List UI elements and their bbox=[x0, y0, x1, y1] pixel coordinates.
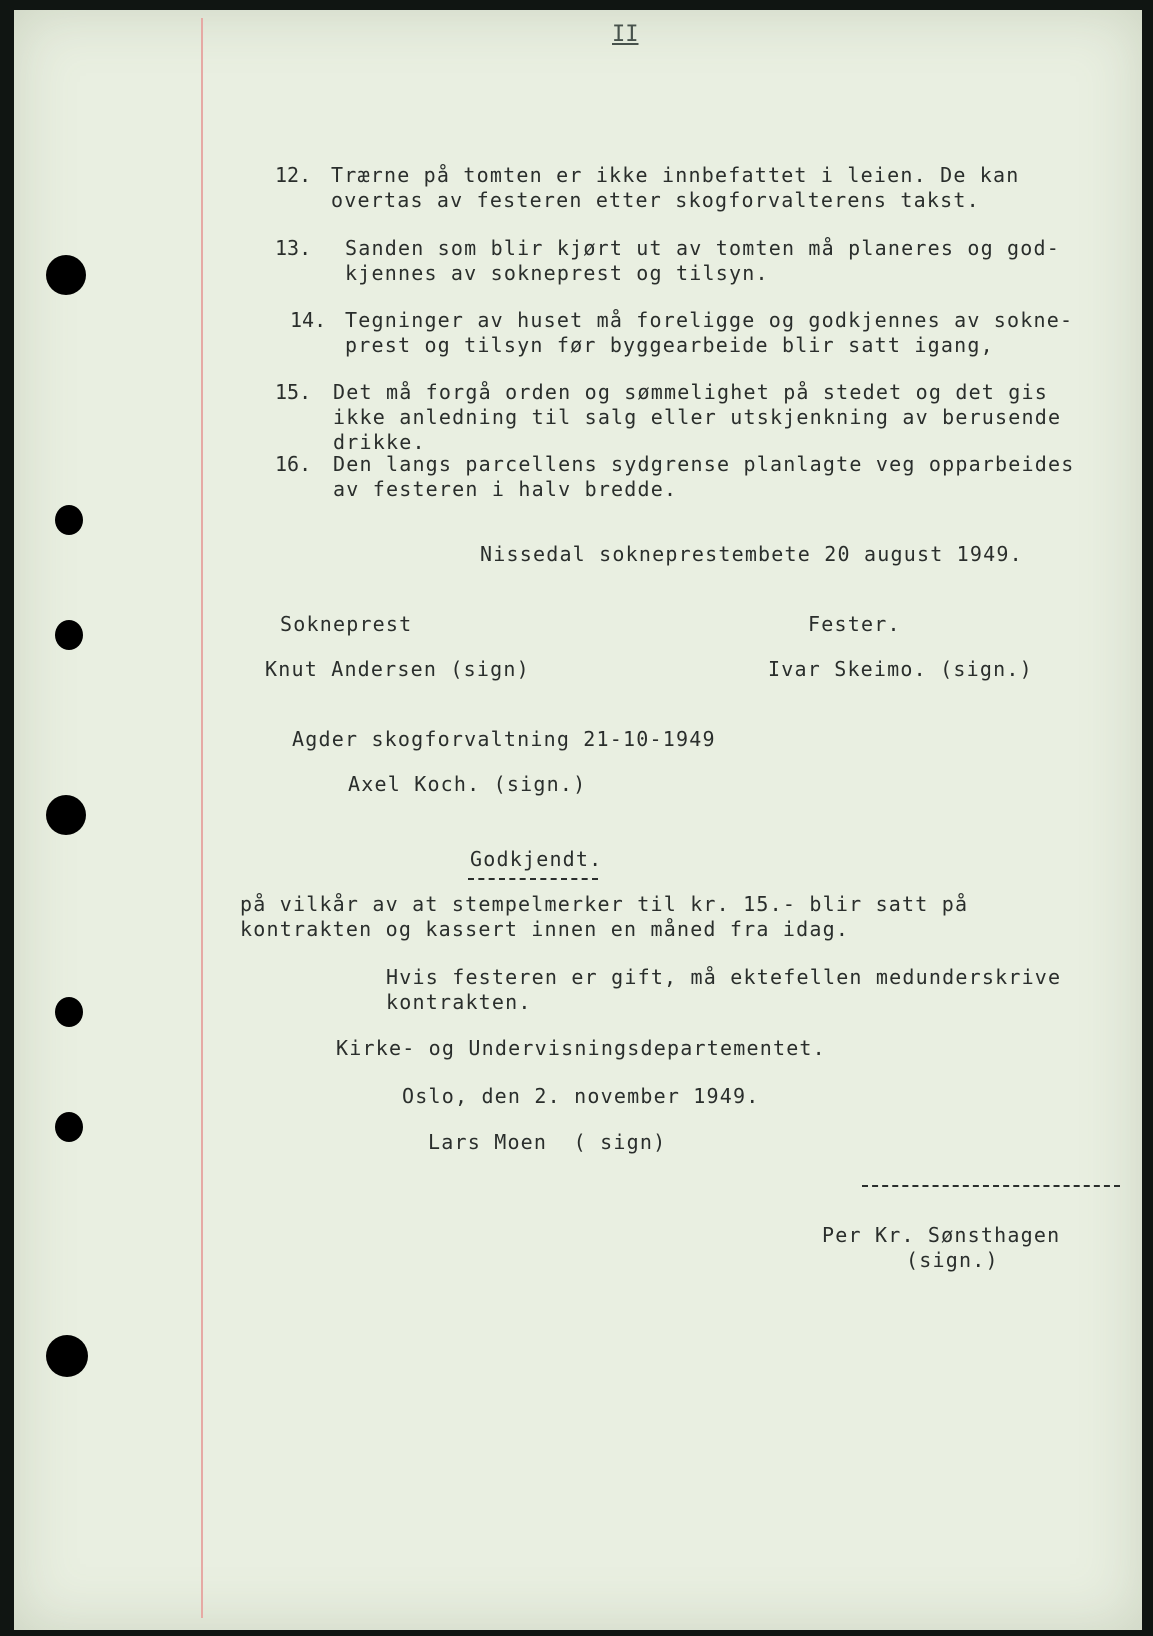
place-date: Nissedal sokneprestembete 20 august 1949. bbox=[480, 542, 1023, 566]
item-line: Trærne på tomten er ikke innbefattet i leien. De kan bbox=[331, 163, 1020, 187]
item-number: 12. bbox=[275, 163, 312, 187]
approval-heading: Godkjendt. bbox=[470, 847, 603, 871]
item-line: ikke anledning til salg eller utskjenkning av berusende bbox=[333, 405, 1062, 429]
approval-date: Oslo, den 2. november 1949. bbox=[402, 1084, 760, 1108]
condition-line: kontrakten og kassert innen en måned fra idag. bbox=[240, 917, 850, 941]
forestry-signer: Axel Koch. (sign.) bbox=[348, 772, 587, 796]
punch-hole bbox=[46, 795, 86, 835]
signature-line bbox=[862, 1185, 1120, 1187]
punch-hole bbox=[55, 505, 83, 535]
approval-signer: Lars Moen ( sign) bbox=[428, 1130, 667, 1154]
punch-hole bbox=[55, 620, 83, 650]
final-signer-note: (sign.) bbox=[906, 1248, 999, 1272]
left-signature-title: Sokneprest bbox=[280, 612, 413, 636]
item-line: Det må forgå orden og sømmelighet på stedet og det gis bbox=[333, 380, 1049, 404]
item-number: 14. bbox=[290, 308, 327, 332]
department: Kirke- og Undervisningsdepartementet. bbox=[336, 1036, 826, 1060]
condition-line: på vilkår av at stempelmerker til kr. 15.- blir satt på bbox=[240, 892, 969, 916]
item-line: overtas av festeren etter skogforvalterens takst. bbox=[331, 188, 980, 212]
right-signature-title: Fester. bbox=[808, 612, 901, 636]
page-marker: II bbox=[612, 22, 639, 47]
heading-underline bbox=[468, 878, 598, 880]
spouse-line: Hvis festeren er gift, må ektefellen medunderskrive bbox=[386, 965, 1062, 989]
punch-hole bbox=[55, 1112, 83, 1142]
item-number: 13. bbox=[275, 236, 312, 260]
punch-hole bbox=[46, 1335, 88, 1377]
punch-hole bbox=[46, 255, 86, 295]
item-line: Den langs parcellens sydgrense planlagte veg opparbeides bbox=[333, 452, 1075, 476]
spouse-line: kontrakten. bbox=[386, 990, 532, 1014]
final-signer-name: Per Kr. Sønsthagen bbox=[822, 1223, 1061, 1247]
item-number: 15. bbox=[275, 380, 312, 404]
forestry-line: Agder skogforvaltning 21-10-1949 bbox=[292, 727, 716, 751]
item-line: kjennes av sokneprest og tilsyn. bbox=[345, 261, 769, 285]
item-line: Sanden som blir kjørt ut av tomten må planeres og god- bbox=[345, 236, 1061, 260]
punch-hole bbox=[55, 997, 83, 1027]
right-signature-name: Ivar Skeimo. (sign.) bbox=[768, 657, 1033, 681]
item-line: Tegninger av huset må foreligge og godkjennes av sokne- bbox=[345, 308, 1074, 332]
left-signature-name: Knut Andersen (sign) bbox=[265, 657, 530, 681]
item-line: av festeren i halv bredde. bbox=[333, 477, 678, 501]
margin-rule bbox=[201, 18, 203, 1618]
item-number: 16. bbox=[275, 452, 312, 476]
item-line: prest og tilsyn før byggearbeide blir satt igang, bbox=[345, 333, 994, 357]
item-line: drikke. bbox=[333, 430, 426, 454]
